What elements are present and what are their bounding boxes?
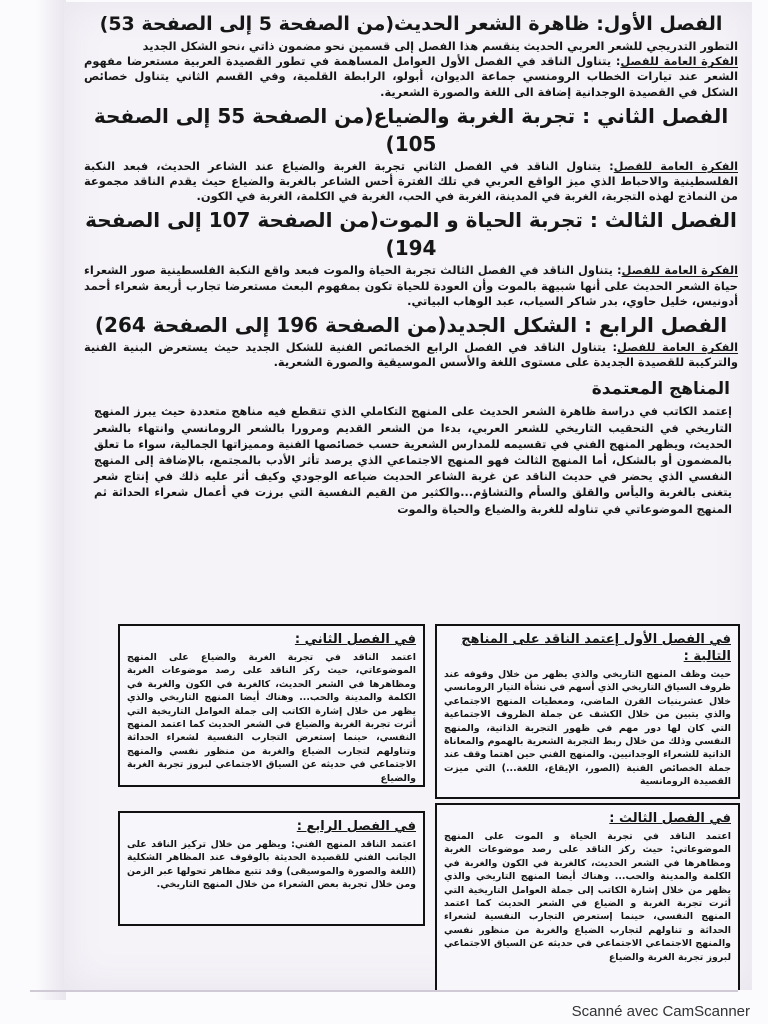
- page-bottom-edge: [30, 990, 738, 992]
- box-chapter-2-text: اعتمد الناقد في تجربة الغربة والضياع على المنهج الموضوعاتي، حيث ركز الناقد على رصد موضوعات الغربة ومظاهرها في الشعر الحديث، كالغربة في الكون والغربة في الكلمة والمدينة والحب... وهناك أيضا المنهج التاريخي والذي يظهر من خلال إشارة الكاتب إلى جملة العوامل التاريخية التي أثرت تجربة الغربة والضياع في الشعر الحديث كما اعتمد المنهج النفسي، حينما إستعرض التجارب النفسية لشعراء الحداثة وتناولهم لتجارب الضياع والغربة من منظور نفسي والمنهج الاجتماعي في حديثه عن السياق الاجتماعي لبروز تجربة الغربة والضياع: [127, 652, 416, 784]
- boxes-grid: [98, 624, 752, 990]
- chapter-3-title: الفصل الثالث : تجربة الحياة و الموت(من الصفحة 107 إلى الصفحة 194): [85, 208, 737, 261]
- methods-text: إعتمد الكاتب في دراسة ظاهرة الشعر الحديث على المنهج التكاملي الذي تتقطع فيه مناهج متعددة حيث يبرز المنهج التاريخي في التحقيب التاريخي للشعر العربي، بدءا من الشعر القديم ومرورا بالشعر الرومانسي وانتهاء بالشعر الحديث، ويظهر المنهج الفني في تقسيمه للمدارس الشعرية حسب خصائصها الفنية ومميزاتها الجمالية، سواء ما تعلق بالمضمون أو بالشكل، أما المنهج الثالث فهو المنهج الاجتماعي الذي يرصد تأثر الأدب بالمجتمع، بالإضافة إلى المنهج النفسي الذي يحضر في حديث الناقد عن غربة الشاعر الحديث ضياعه الوجودي وكيف أثر عليه ذلك في إنتاج شعر يتغنى بالغربة واليأس والقلق والسأم والتشاؤم...والكثير من القيم النفسية التي برزت في أعمال شعراء الحداثة ثم المنهج الموضوعاتي في تناوله للغربة والضياع والحياة والموت: [94, 405, 732, 516]
- chapter-3-summary: [84, 263, 738, 309]
- chapter-4-title: الفصل الرابع : الشكل الجديد(من الصفحة 196 إلى الصفحة 264): [94, 313, 728, 338]
- chapter-1-label: الفكرة العامة للفصل: [620, 54, 738, 69]
- camscanner-watermark: Scanné avec CamScanner: [571, 1003, 750, 1020]
- chapter-4: [84, 311, 738, 370]
- box-chapter-1-text: حيث وظف المنهج التاريخي والذي يظهر من خلال وقوفه عند ظروف السياق التاريخي الذي أسهم في نشأة التيار الرومانسي خلال عشرينيات القرن الماضي، ومعطيات المنهج الاجتماعي والذي يتبين من خلال الكشف عن جملة الظروف الاجتماعية التي كان لها دور مهم في ظهور التجربة الذاتية، والمنهج النفسي وذلك من خلال ربط التجربة الشعرية بالهموم والمعاناة الذاتية للشعراء الوجدانيين. والمنهج الفني حين اهتما وقف عند جملة الخصائص الفنية (الصور، الإيقاع، اللغة...) التي ميزت القصيدة الرومانسية: [444, 669, 731, 788]
- box-chapter-4: [118, 811, 425, 926]
- box-chapter-2: [118, 624, 425, 787]
- chapter-3-text: : يتناول الناقد في الفصل الثالث تجربة الحياة والموت فبعد واقع النكبة الفلسطينية صور الشعراء حياة الشعر الحديث على أنها شبيهة بالموت وأن العودة للحياة تكون بمفهوم البعث مستعرضا تجارب أربعة شعراء أحمد أدونيس، خليل حاوي، بدر شاكر السياب، عبد الوهاب البياتي.: [84, 263, 738, 308]
- chapter-3: [84, 206, 738, 309]
- scan-shadow: [36, 0, 66, 1000]
- chapter-1: [84, 10, 738, 100]
- methods-section: [84, 378, 738, 517]
- box-chapter-3: [435, 803, 740, 990]
- chapter-4-summary: [84, 340, 738, 370]
- chapter-2: [84, 102, 738, 205]
- chapter-4-label: الفكرة العامة للفصل: [617, 340, 739, 355]
- box-chapter-1-title: في الفصل الأول إعتمد الناقد على المناهج التالية :: [461, 632, 731, 664]
- box-chapter-4-text: اعتمد الناقد المنهج الفني: ويظهر من خلال تركيز الناقد على الجانب الفني للقصيدة الحديثة بالوقوف عند المظاهر الشكلية (اللغة والصورة والموسيقى) وقد تتبع مظاهر تحولها عبر الزمن ومن خلال تجربة بعض الشعراء من خلال المنهج التاريخي.: [127, 839, 416, 891]
- methods-title: المناهج المعتمدة: [591, 379, 730, 400]
- chapter-1-intro: التطور التدريجي للشعر العربي الحديث ينقسم هذا الفصل إلى قسمين نحو مضمون ذاتي ،نحو الشكل الجديد: [142, 39, 738, 53]
- chapter-2-label: الفكرة العامة للفصل: [613, 158, 738, 173]
- box-chapter-4-title: في الفصل الرابع :: [296, 819, 416, 834]
- chapter-3-label: الفكرة العامة للفصل: [621, 263, 738, 278]
- box-chapter-2-title: في الفصل الثاني :: [294, 632, 416, 647]
- chapter-2-title: الفصل الثاني : تجربة الغربة والضياع(من الصفحة 55 إلى الصفحة 105): [93, 103, 729, 156]
- box-chapter-1: [435, 624, 740, 799]
- document-page: [64, 2, 752, 990]
- chapter-1-title: الفصل الأول: ظاهرة الشعر الحديث(من الصفحة 5 إلى الصفحة 53): [99, 13, 723, 35]
- chapter-1-summary: [84, 54, 738, 100]
- chapter-2-summary: [84, 159, 738, 205]
- box-chapter-3-text: اعتمد الناقد في تجربة الحياة و الموت على المنهج الموضوعاتي: حيث ركز الناقد على رصد موضوعات الغربة ومظاهرها في الشعر الحديث، كالغربة في الكون والغربة في الكلمة والمدينة والحب... وهناك أيضا المنهج التاريخي والذي يظهر من خلال إشارة الكاتب إلى جملة العوامل التاريخية التي أثرت تجربة الغربة و الضياع في الشعر الحديث كما اعتمد المنهج النفسي، حينما إستعرض التجارب النفسية لشعراء الحداثة و تناولهم لتجارب الضياع والغربة من منظور نفسي والمنهج الاجتماعي الاجتماعي في حديثه عن السياق الاجتماعي لبروز تجربة الغربة والضياع: [444, 831, 731, 963]
- chapter-2-text: : يتناول الناقد في الفصل الثاني تجربة الغربة والضياع عند الشاعر الحديث، فبعد النكبة الفلسطينية والاحباط الذي ميز الواقع العربي في تلك الفترة أحس الشاعر بالغربة والضياع حيث يقدم الناقد مجموعة من النماذج لهذه التجربة، الغربة في المدينة، الغربة في الحب، الغربة في الكلمة، الغربة في الكون.: [84, 158, 738, 204]
- box-chapter-3-title: في الفصل الثالث :: [609, 811, 731, 826]
- chapter-1-text: : يتناول الناقد في الفصل الأول العوامل المساهمة في تطور القصيدة العربية مستعرضا مفهوم الشعر عند تيارات الخطاب الرومنسي جماعة الديوان، أبولو، الرابطة القلمية، وفي القسم الثاني يتناول خصائص الشكل في القصيدة الوجدانية إضافة الى اللغة والصورة الشعرية.: [84, 54, 738, 99]
- chapter-4-text: : يتناول الناقد في الفصل الرابع الخصائص الفنية للشكل الجديد حيث يستعرض البنية الفنية والتركيبة للقصيدة الجديدة على مستوى اللغة والأسس الموسيقية والصورة الشعرية.: [84, 340, 738, 370]
